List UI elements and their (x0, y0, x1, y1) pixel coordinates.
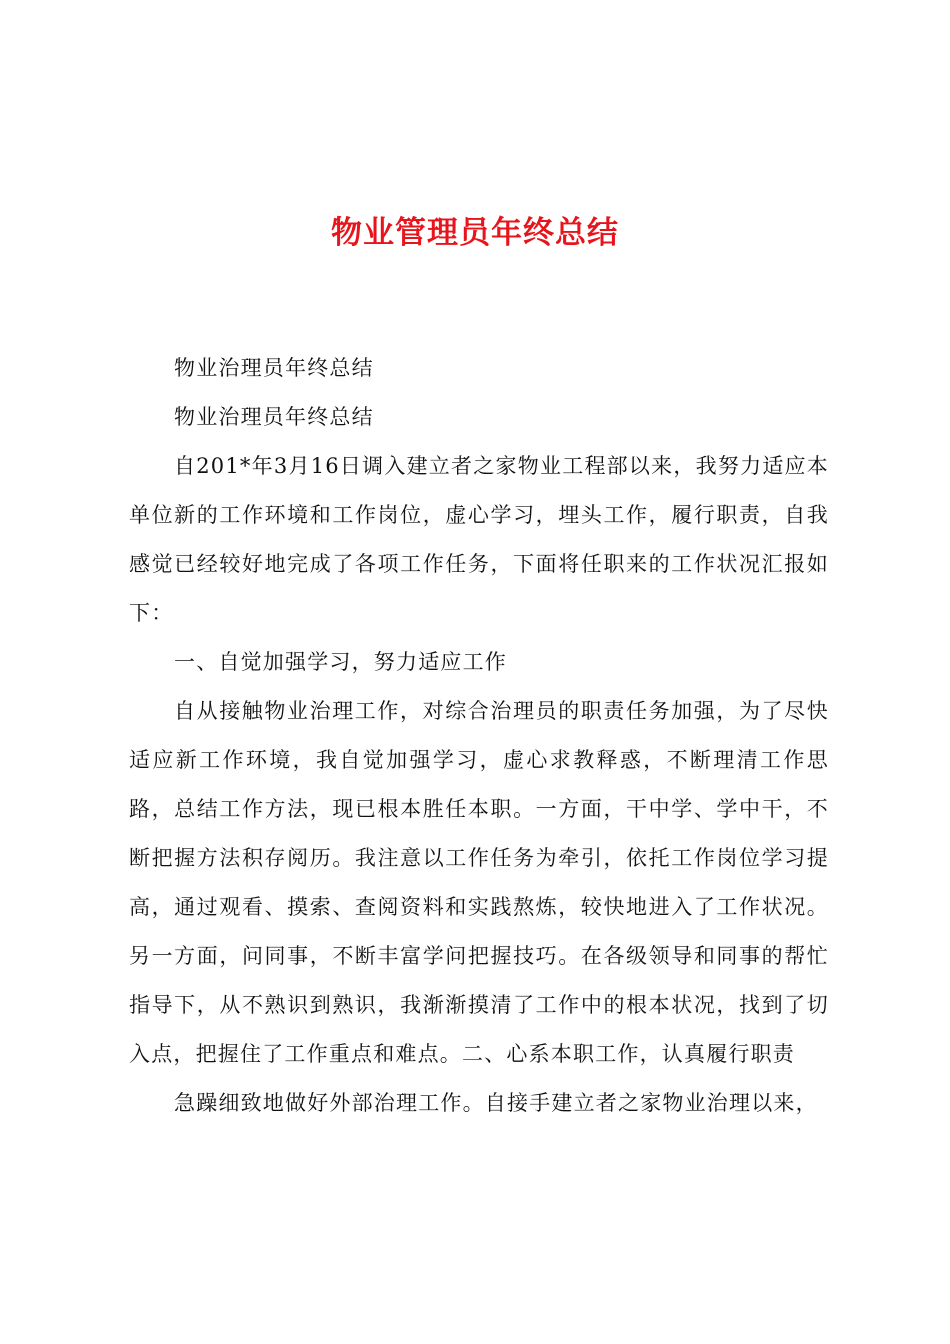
document-title: 物业管理员年终总结 (331, 215, 619, 251)
section-heading-1: 一、自觉加强学习，努力适应工作 (174, 650, 507, 674)
document-body (129, 344, 829, 1128)
paragraph-subtitle-2: 物业治理员年终总结 (174, 405, 374, 429)
paragraph-section-1: 自从接触物业治理工作，对综合治理员的职责任务加强，为了尽快适应新工作环境，我自觉加强学习，虚心求教释惑，不断理清工作思路，总结工作方法，现已根本胜任本职。一方面，干中学、学中干，不断把握方法积存阅历。我注意以工作任务为牵引，依托工作岗位学习提高，通过观看、摸索、查阅资料和实践熬炼，较快地进入了工作状况。另一方面，问同事，不断丰富学问把握技巧。在各级领导和同事的帮忙指导下，从不熟识到熟识，我渐渐摸清了工作中的根本状况，找到了切入点，把握住了工作重点和难点。二、心系本职工作，认真履行职责 (129, 699, 829, 1066)
paragraph-section-2-start: 急躁细致地做好外部治理工作。自接手建立者之家物业治理以来， (174, 1091, 818, 1115)
paragraph-subtitle-1: 物业治理员年终总结 (174, 356, 374, 380)
paragraph-intro: 自201*年3月16日调入建立者之家物业工程部以来，我努力适应本单位新的工作环境和工作岗位，虚心学习，埋头工作，履行职责，自我感觉已经较好地完成了各项工作任务，下面将任职来的工作状况汇报如下： (129, 454, 829, 625)
